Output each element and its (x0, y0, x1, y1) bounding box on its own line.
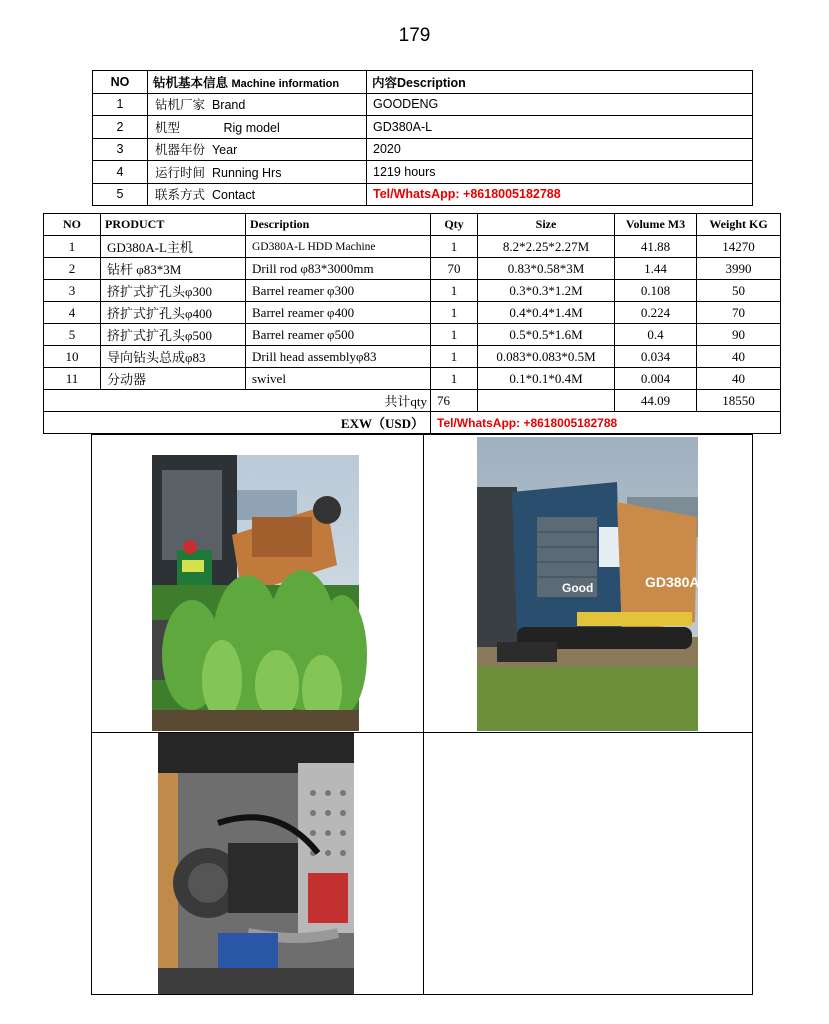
total-weight: 18550 (697, 390, 781, 412)
cell-no: 5 (44, 324, 101, 346)
running-hours-value: 1219 hours (367, 161, 753, 184)
cell-description: GD380A-L HDD Machine (246, 236, 431, 258)
row-label (148, 93, 367, 116)
year-value: 2020 (367, 138, 753, 161)
photo-engine-image (158, 733, 354, 994)
table-row (44, 258, 781, 280)
product-table (43, 213, 781, 434)
cell-weight: 14270 (697, 236, 781, 258)
row-no: 2 (93, 116, 148, 139)
cell-no: 2 (44, 258, 101, 280)
label-cn: 联系方式 (155, 188, 206, 203)
header-machine-information (148, 71, 367, 94)
cell-description: Drill head assemblyφ83 (246, 346, 431, 368)
cell-qty: 1 (431, 280, 478, 302)
rig-model-value: GD380A-L (367, 116, 753, 139)
cell-size: 0.83*0.58*3M (478, 258, 615, 280)
header-size: Size (478, 214, 615, 236)
table-row (93, 138, 753, 161)
contact-value: Tel/WhatsApp: +8618005182788 (367, 183, 753, 206)
label-cn: 机型 (155, 120, 181, 135)
header-weight: Weight KG (697, 214, 781, 236)
cell-weight: 40 (697, 368, 781, 390)
cell-weight: 40 (697, 346, 781, 368)
header-volume: Volume M3 (615, 214, 697, 236)
photo-brand-text: Good (562, 581, 594, 595)
cell-qty: 1 (431, 324, 478, 346)
header-no: NO (93, 71, 148, 94)
table-row (44, 280, 781, 302)
machine-info-table (92, 70, 753, 206)
header-qty: Qty (431, 214, 478, 236)
photo-rig-side (477, 437, 713, 731)
label-en: Year (211, 143, 238, 158)
label-en: Running Hrs (211, 165, 282, 180)
cell-description: Drill rod φ83*3000mm (246, 258, 431, 280)
total-volume: 44.09 (615, 390, 697, 412)
cell-qty: 1 (431, 236, 478, 258)
row-label (148, 161, 367, 184)
header-label-cn: 钻机基本信息 (153, 75, 229, 90)
page-number: 179 (398, 25, 431, 46)
cell-volume: 0.034 (615, 346, 697, 368)
exw-contact: Tel/WhatsApp: +8618005182788 (431, 412, 781, 434)
row-label (148, 116, 367, 139)
cell-size: 0.5*0.5*1.6M (478, 324, 615, 346)
cell-no: 3 (44, 280, 101, 302)
table-row (93, 93, 753, 116)
photo-engine (158, 733, 354, 994)
cell-qty: 70 (431, 258, 478, 280)
cell-no: 11 (44, 368, 101, 390)
header-label-en: Machine information (231, 77, 340, 90)
cell-description: Barrel reamer φ400 (246, 302, 431, 324)
row-no: 3 (93, 138, 148, 161)
cell-weight: 70 (697, 302, 781, 324)
cell-product: 挤扩式扩孔头φ400 (101, 302, 246, 324)
cell-product: 导向钻头总成φ83 (101, 346, 246, 368)
cell-no: 4 (44, 302, 101, 324)
photo-rig-side-image (477, 437, 713, 731)
cell-volume: 0.224 (615, 302, 697, 324)
label-cn: 机器年份 (155, 143, 206, 158)
cell-volume: 0.004 (615, 368, 697, 390)
cell-size: 0.4*0.4*1.4M (478, 302, 615, 324)
product-header-row (44, 214, 781, 236)
cell-weight: 3990 (697, 258, 781, 280)
header-no: NO (44, 214, 101, 236)
exw-row (44, 412, 781, 434)
cell-size: 0.1*0.1*0.4M (478, 368, 615, 390)
photo-grid (91, 434, 753, 995)
row-label (148, 183, 367, 206)
header-description: Description (246, 214, 431, 236)
header-description: 内容Description (367, 71, 753, 94)
row-no: 1 (93, 93, 148, 116)
cell-product: 挤扩式扩孔头φ500 (101, 324, 246, 346)
table-row (93, 161, 753, 184)
table-row (44, 236, 781, 258)
photo-rig-operator (152, 455, 359, 731)
cell-size: 0.3*0.3*1.2M (478, 280, 615, 302)
cell-description: swivel (246, 368, 431, 390)
label-en: Contact (211, 188, 256, 203)
label-en: Rig model (223, 120, 280, 135)
cell-description: Barrel reamer φ300 (246, 280, 431, 302)
header-product: PRODUCT (101, 214, 246, 236)
cell-size: 8.2*2.25*2.27M (478, 236, 615, 258)
cell-qty: 1 (431, 302, 478, 324)
cell-description: Barrel reamer φ500 (246, 324, 431, 346)
table-row (44, 324, 781, 346)
row-no: 5 (93, 183, 148, 206)
total-row (44, 390, 781, 412)
row-no: 4 (93, 161, 148, 184)
cell-qty: 1 (431, 346, 478, 368)
cell-size: 0.083*0.083*0.5M (478, 346, 615, 368)
label-cn: 运行时间 (155, 165, 206, 180)
cell-weight: 50 (697, 280, 781, 302)
cell-product: 挤扩式扩孔头φ300 (101, 280, 246, 302)
exw-label: EXW（USD） (44, 412, 431, 434)
cell-no: 10 (44, 346, 101, 368)
photo-grid-divider-vertical (423, 435, 424, 994)
machine-info-header-row (93, 71, 753, 94)
row-label (148, 138, 367, 161)
table-row (93, 116, 753, 139)
cell-volume: 0.4 (615, 324, 697, 346)
total-label: 共计qty (44, 390, 431, 412)
cell-volume: 0.108 (615, 280, 697, 302)
table-row (44, 368, 781, 390)
table-row (93, 183, 753, 206)
cell-product: GD380A-L主机 (101, 236, 246, 258)
brand-value: GOODENG (367, 93, 753, 116)
photo-rig-operator-image (152, 455, 359, 731)
cell-product: 分动器 (101, 368, 246, 390)
total-size-empty (478, 390, 615, 412)
cell-product: 钻杆 φ83*3M (101, 258, 246, 280)
cell-no: 1 (44, 236, 101, 258)
total-qty: 76 (431, 390, 478, 412)
cell-weight: 90 (697, 324, 781, 346)
table-row (44, 302, 781, 324)
table-row (44, 346, 781, 368)
cell-qty: 1 (431, 368, 478, 390)
cell-volume: 1.44 (615, 258, 697, 280)
label-en: Brand (211, 98, 246, 113)
photo-model-text: GD380A-L (645, 574, 713, 590)
cell-volume: 41.88 (615, 236, 697, 258)
label-cn: 钻机厂家 (155, 98, 206, 113)
